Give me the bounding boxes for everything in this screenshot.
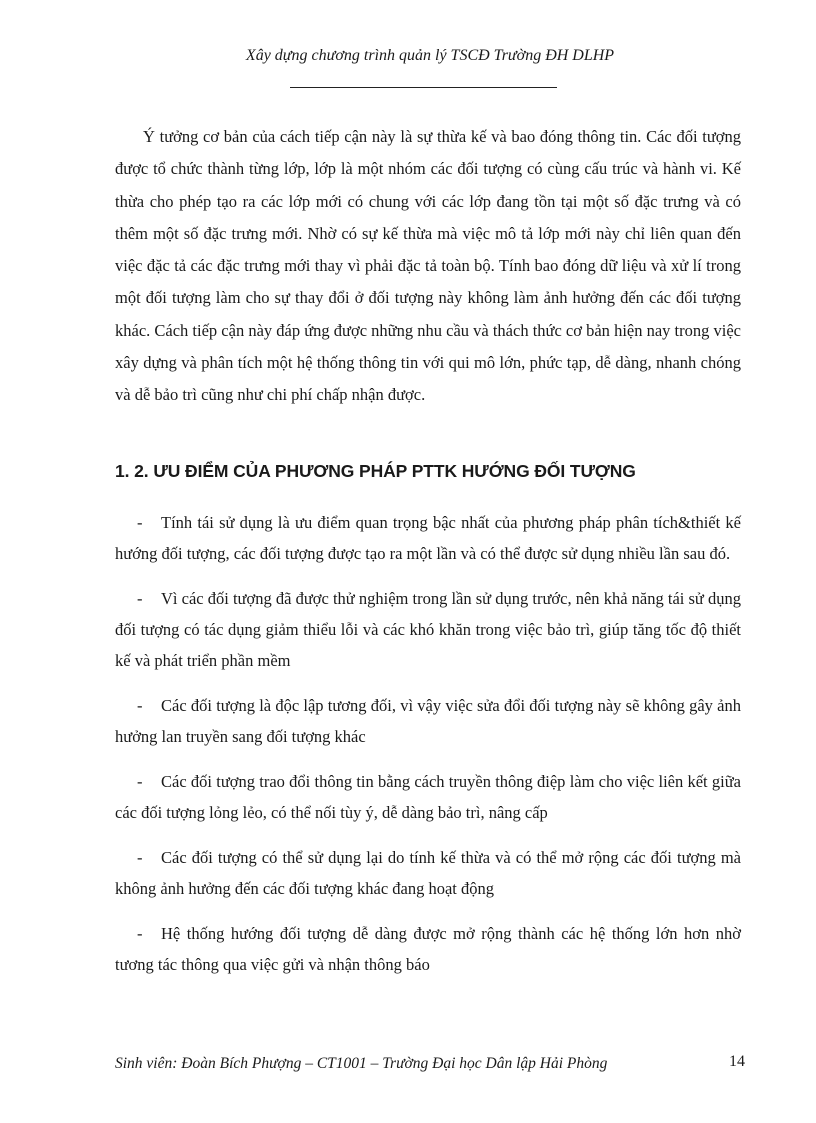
list-item-text: Các đối tượng có thể sử dụng lại do tính kế thừa và có thể mở rộng các đối tượng mà không ảnh hưởng đến các đối tượng khác đang hoạt động	[115, 848, 741, 898]
list-item	[115, 690, 741, 752]
list-item-text: Tính tái sử dụng là ưu điểm quan trọng bậc nhất của phương pháp phân tích&thiết kế hướng đối tượng, các đối tượng được tạo ra một lần và có thể được sử dụng nhiều lần sau đó.	[115, 513, 741, 563]
list-item-text: Các đối tượng trao đổi thông tin bằng cách truyền thông điệp làm cho việc liên kết giữa các đối tượng lỏng lẻo, có thể nối tùy ý, dễ dàng bảo trì, nâng cấp	[115, 772, 741, 822]
list-item-text: Các đối tượng là độc lập tương đối, vì vậy việc sửa đổi đối tượng này sẽ không gây ảnh hưởng lan truyền sang đối tượng khác	[115, 696, 741, 746]
bullet-dash: -	[137, 848, 143, 867]
bullet-dash: -	[137, 589, 143, 608]
list-item	[115, 766, 741, 828]
list-item	[115, 507, 741, 569]
list-item-text: Hệ thống hướng đối tượng dễ dàng được mở rộng thành các hệ thống lớn hơn nhờ tương tác thông qua việc gửi và nhận thông báo	[115, 924, 741, 974]
bullet-dash: -	[137, 696, 143, 715]
list-item	[115, 583, 741, 676]
bullet-dash: -	[137, 513, 143, 532]
intro-paragraph: Ý tưởng cơ bản của cách tiếp cận này là sự thừa kế và bao đóng thông tin. Các đối tượng được tổ chức thành từng lớp, lớp là một nhóm các đối tượng có cùng cấu trúc và hành vi. Kế thừa cho phép tạo ra các lớp mới có chung với các lớp đang tồn tại một số đặc trưng và có thêm một số đặc trưng mới. Nhờ có sự kế thừa mà việc mô tả lớp mới này chỉ liên quan đến việc đặc tả các đặc trưng mới thay vì phải đặc tả toàn bộ. Tính bao đóng dữ liệu và xử lí trong một đối tượng làm cho sự thay đổi ở đối tượng này không làm ảnh hưởng đến các đối tượng khác. Cách tiếp cận này đáp ứng được những nhu cầu và thách thức cơ bản hiện nay trong việc xây dựng và phân tích một hệ thống thông tin với qui mô lớn, phức tạp, dễ dàng, nhanh chóng và dễ bảo trì cũng như chi phí chấp nhận được.	[115, 127, 741, 405]
page-number: 14	[729, 1053, 745, 1070]
list-item	[115, 918, 741, 980]
section-heading: 1. 2. ƯU ĐIỂM CỦA PHƯƠNG PHÁP PTTK HƯỚNG ĐỐI TƯỢNG	[115, 461, 636, 481]
footer-student-line: Sinh viên: Đoàn Bích Phượng – CT1001 – Trường Đại học Dân lập Hải Phòng	[115, 1055, 608, 1072]
bullet-dash: -	[137, 924, 143, 943]
bullet-dash: -	[137, 772, 143, 791]
header-divider	[290, 87, 557, 88]
advantages-list	[115, 507, 741, 994]
page-content	[115, 121, 741, 974]
running-header-title: Xây dựng chương trình quản lý TSCĐ Trường ĐH DLHP	[245, 47, 615, 64]
list-item	[115, 842, 741, 904]
list-item-text: Vì các đối tượng đã được thử nghiệm trong lần sử dụng trước, nên khả năng tái sử dụng đối tượng có tác dụng giảm thiểu lỗi và các khó khăn trong việc bảo trì, giúp tăng tốc độ thiết kế và phát triển phần mềm	[115, 589, 741, 670]
